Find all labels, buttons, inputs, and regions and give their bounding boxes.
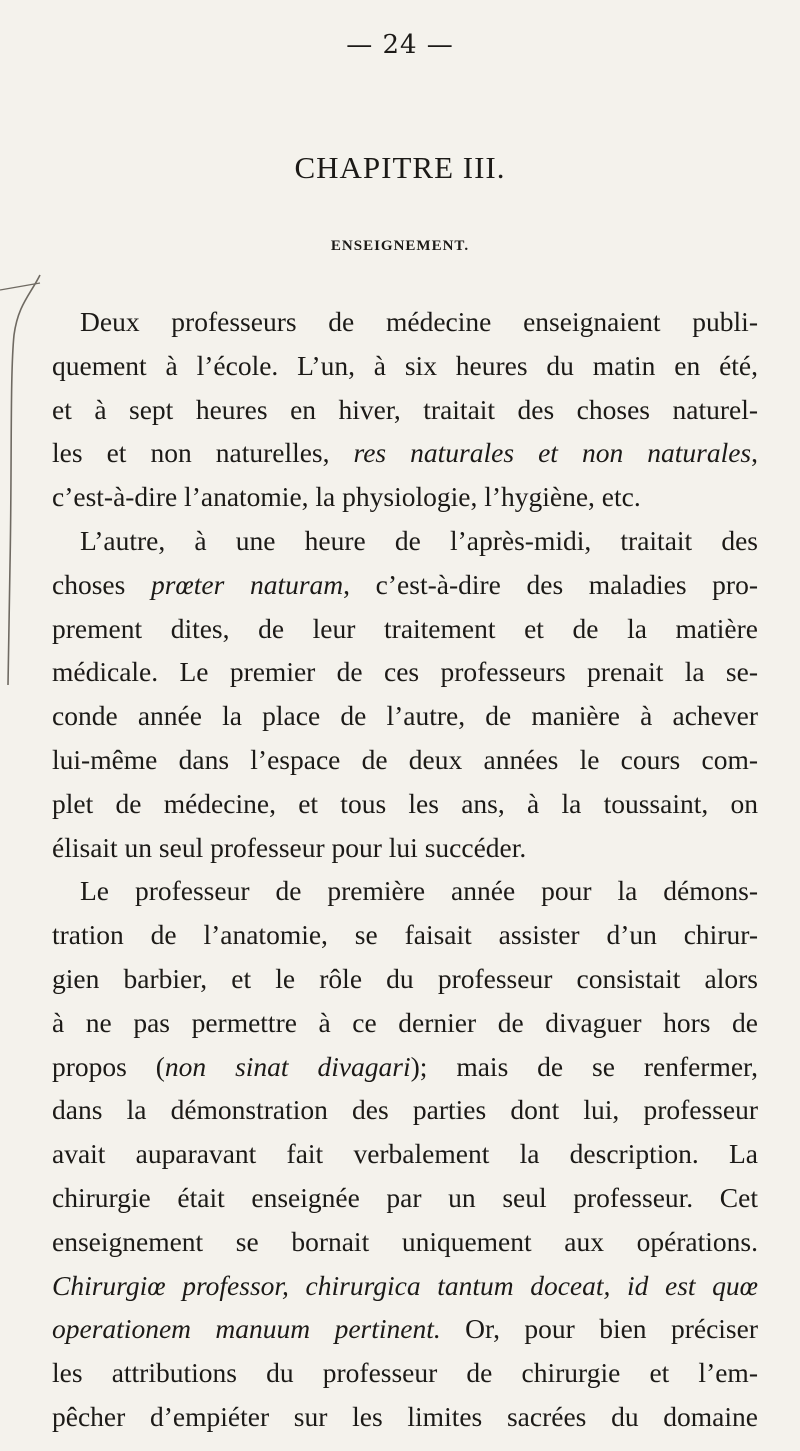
text-segment: enseignement se bornait uniquement aux opérations. bbox=[52, 1225, 758, 1257]
italic-latin-phrase: operationem manuum pertinent. bbox=[52, 1313, 441, 1345]
text-segment: choses bbox=[52, 568, 151, 600]
body-text bbox=[52, 300, 758, 1439]
text-segment: propos ( bbox=[52, 1050, 165, 1082]
text-segment: Or, pour bien préciser bbox=[440, 1313, 758, 1345]
text-line bbox=[52, 650, 758, 694]
text-segment: prement dites, de leur traitement et de la matière bbox=[52, 612, 758, 644]
text-line bbox=[52, 344, 758, 388]
text-segment: chirurgie était enseignée par un seul professeur. Cet bbox=[52, 1181, 758, 1213]
text-line bbox=[52, 1001, 758, 1045]
italic-latin-phrase: non sinat divagari bbox=[164, 1050, 411, 1082]
text-line bbox=[52, 957, 758, 1001]
text-segment: L’autre, à une heure de l’après-midi, traitait des bbox=[80, 524, 758, 556]
text-segment: avait auparavant fait verbalement la description. La bbox=[52, 1138, 758, 1170]
text-segment: ); mais de se renfermer, bbox=[410, 1050, 758, 1082]
text-segment: lui-même dans l’espace de deux années le cours com- bbox=[52, 743, 758, 775]
text-line bbox=[52, 913, 758, 957]
text-line bbox=[52, 1264, 758, 1308]
text-line bbox=[52, 519, 758, 563]
text-line bbox=[52, 563, 758, 607]
text-segment: élisait un seul professeur pour lui succéder. bbox=[52, 831, 527, 863]
text-segment: Deux professeurs de médecine enseignaient publi- bbox=[80, 306, 758, 337]
italic-latin-phrase: res naturales et non naturales bbox=[353, 437, 752, 469]
text-segment: les et non naturelles, bbox=[52, 437, 354, 469]
section-title: ENSEIGNEMENT. bbox=[330, 238, 470, 254]
text-segment: médicale. Le premier de ces professeurs prenait la se- bbox=[52, 656, 758, 688]
text-segment: , bbox=[751, 437, 759, 469]
text-segment: , c’est-à-dire des maladies pro- bbox=[343, 568, 758, 600]
text-segment: plet de médecine, et tous les ans, à la toussaint, on bbox=[52, 787, 758, 819]
text-segment: à ne pas permettre à ce dernier de divaguer hors de bbox=[52, 1006, 758, 1038]
text-line bbox=[52, 300, 758, 344]
text-segment: gien barbier, et le rôle du professeur consistait alors bbox=[52, 962, 758, 994]
text-line bbox=[52, 475, 758, 519]
text-line bbox=[52, 1395, 758, 1439]
text-line bbox=[52, 1351, 758, 1395]
text-segment: les attributions du professeur de chirurgie et l’em- bbox=[52, 1357, 758, 1389]
text-line bbox=[52, 1132, 758, 1176]
text-line bbox=[52, 869, 758, 913]
text-line bbox=[52, 1045, 758, 1089]
text-line bbox=[52, 1220, 758, 1264]
text-line bbox=[52, 607, 758, 651]
text-line bbox=[52, 431, 758, 475]
text-line bbox=[52, 782, 758, 826]
text-segment: et à sept heures en hiver, traitait des choses naturel- bbox=[52, 393, 758, 425]
text-segment: dans la démonstration des parties dont lui, professeur bbox=[52, 1094, 758, 1126]
text-line bbox=[52, 826, 758, 870]
text-segment: pêcher d’empiéter sur les limites sacrées du domaine bbox=[52, 1400, 758, 1432]
pencil-margin-mark bbox=[0, 265, 46, 685]
italic-latin-phrase: prœter naturam bbox=[150, 568, 344, 600]
text-line bbox=[52, 388, 758, 432]
text-line bbox=[52, 694, 758, 738]
text-line bbox=[52, 1307, 758, 1351]
text-line bbox=[52, 738, 758, 782]
text-segment: Le professeur de première année pour la démons- bbox=[80, 875, 758, 907]
italic-latin-phrase: Chirurgiœ professor, chirurgica tantum doceat, id est quœ bbox=[52, 1269, 758, 1301]
text-segment: tration de l’anatomie, se faisait assister d’un chirur- bbox=[52, 919, 758, 951]
page-number: — 24 — bbox=[346, 30, 454, 60]
chapter-title: CHAPITRE III. bbox=[294, 150, 506, 185]
text-line bbox=[52, 1088, 758, 1132]
text-line bbox=[52, 1176, 758, 1220]
text-segment: quement à l’école. L’un, à six heures du matin en été, bbox=[52, 349, 758, 381]
text-segment: conde année la place de l’autre, de manière à achever bbox=[52, 700, 758, 732]
text-segment: c’est-à-dire l’anatomie, la physiologie, l’hygiène, etc. bbox=[52, 481, 641, 513]
